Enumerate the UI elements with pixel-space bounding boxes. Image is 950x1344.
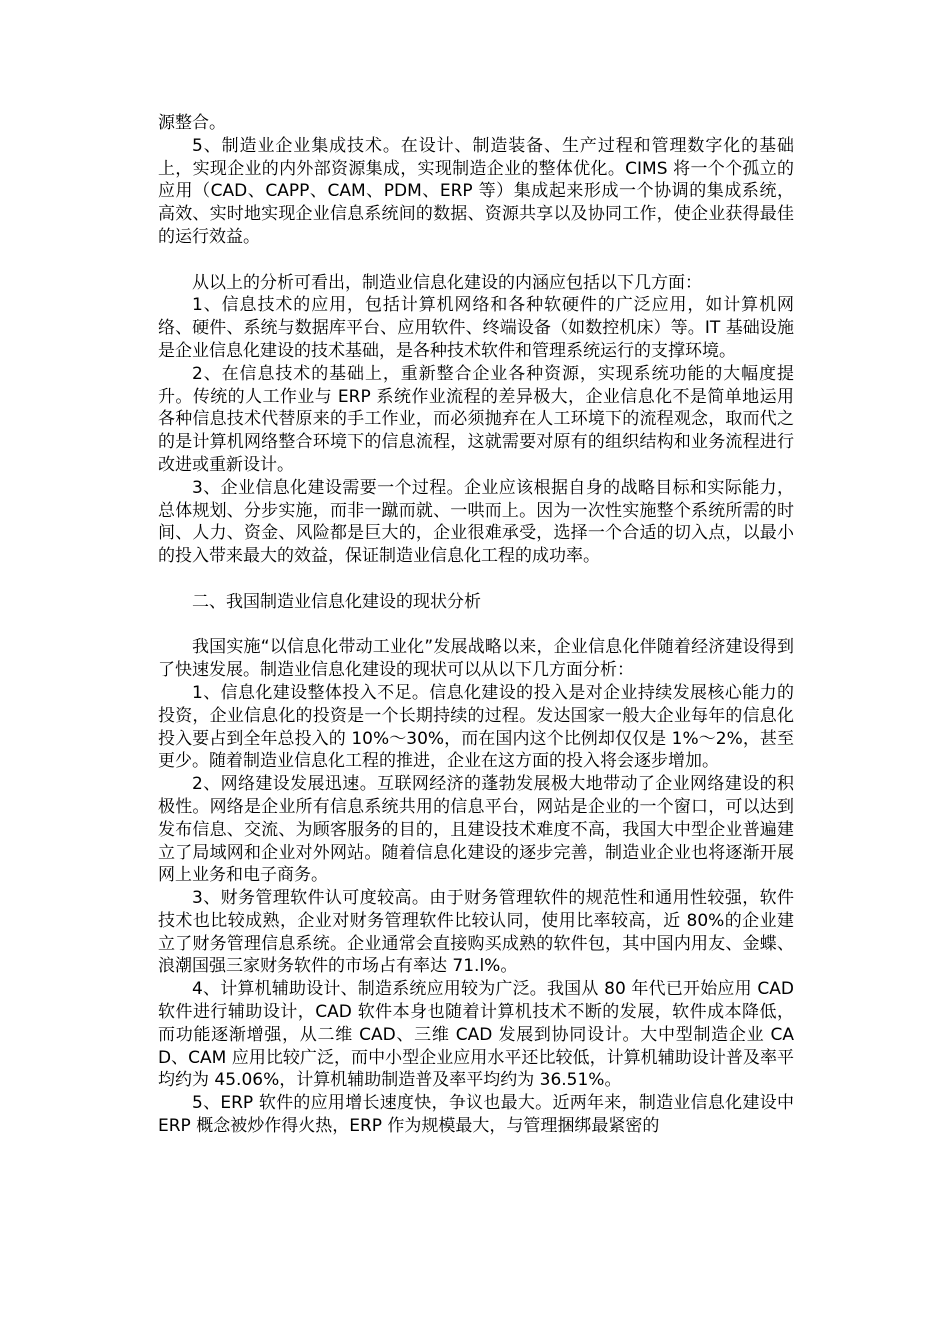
paragraph: 2、网络建设发展迅速。互联网经济的蓬勃发展极大地带动了企业网络建设的积极性。网络是企业所有信息系统共用的信息平台，网站是企业的一个窗口，可以达到发布信息、交流、为顾客服务的目的，且建设技术难度不高，我国大中型企业普遍建立了局域网和企业对外网站。随着信息化建设的逐步完善，制造业企业也将逐渐开展网上业务和电子商务。 xyxy=(158,774,794,886)
paragraph: 5、制造业企业集成技术。在设计、制造装备、生产过程和管理数字化的基础上，实现企业的内外部资源集成，实现制造企业的整体优化。CIMS 将一个个孤立的应用（CAD、CAPP、CAM、PDM、ERP 等）集成起来形成一个协调的集成系统，高效、实时地实现企业信息系统间的数据、资源共享以及协同工作，使企业获得最佳的运行效益。 xyxy=(158,135,794,247)
paragraph-spacer xyxy=(158,568,794,591)
paragraph: 3、企业信息化建设需要一个过程。企业应该根据自身的战略目标和实际能力，总体规划、分步实施，而非一蹴而就、一哄而上。因为一次性实施整个系统所需的时间、人力、资金、风险都是巨大的，企业很难承受，选择一个合适的切入点，以最小的投入带来最大的效益，保证制造业信息化工程的成功率。 xyxy=(158,477,794,567)
paragraph: 从以上的分析可看出，制造业信息化建设的内涵应包括以下几方面： xyxy=(192,272,702,293)
paragraph: 1、信息技术的应用，包括计算机网络和各种软硬件的广泛应用，如计算机网络、硬件、系统与数据库平台、应用软件、终端设备（如数控机床）等。IT 基础设施是企业信息化建设的技术基础，是各种技术软件和管理系统运行的支撑环境。 xyxy=(158,295,794,361)
paragraph-spacer xyxy=(158,249,794,272)
paragraph: 4、计算机辅助设计、制造系统应用较为广泛。我国从 80 年代已开始应用 CAD 软件进行辅助设计，CAD 软件本身也随着计算机技术不断的发展，软件成本降低，而功能逐渐增强，从二维 CAD、三维 CAD 发展到协同设计。大中型制造企业 CAD、CAM 应用比较广泛，而中小型企业应用水平还比较低，计算机辅助设计普及率平均约为 45.06%，计算机辅助制造普及率平均约为 36.51%。 xyxy=(158,979,794,1091)
document-page xyxy=(158,112,794,1138)
paragraph: 2、在信息技术的基础上，重新整合企业各种资源，实现系统功能的大幅度提升。传统的人工作业与 ERP 系统作业流程的差异极大，企业信息化不是简单地运用各种信息技术代替原来的手工作业，而必须抛弃在人工环境下的流程观念，取而代之的是计算机网络整合环境下的信息流程，这就需要对原有的组织结构和业务流程进行改进或重新设计。 xyxy=(158,363,794,475)
paragraph: 1、信息化建设整体投入不足。信息化建设的投入是对企业持续发展核心能力的投资，企业信息化的投资是一个长期持续的过程。发达国家一般大企业每年的信息化投入要占到全年总投入的 10%～30%，而在国内这个比例却仅仅是 1%～2%，甚至更少。随着制造业信息化工程的推进，企业在这方面的投入将会逐步增加。 xyxy=(158,682,794,772)
paragraph: 5、ERP 软件的应用增长速度快，争议也最大。近两年来，制造业信息化建设中 ERP 概念被炒作得火热，ERP 作为规模最大，与管理捆绑最紧密的 xyxy=(158,1093,794,1137)
paragraph: 我国实施“以信息化带动工业化”发展战略以来，企业信息化伴随着经济建设得到了快速发展。制造业信息化建设的现状可以从以下几方面分析： xyxy=(158,637,794,681)
paragraph: 3、财务管理软件认可度较高。由于财务管理软件的规范性和通用性较强，软件技术也比较成熟，企业对财务管理软件比较认同，使用比率较高，近 80%的企业建立了财务管理信息系统。企业通常会直接购买成熟的软件包，其中国内用友、金蝶、浪潮国强三家财务软件的市场占有率达 71.l%。 xyxy=(158,888,794,977)
paragraph: 源整合。 xyxy=(158,113,226,133)
paragraph: 二、我国制造业信息化建设的现状分析 xyxy=(192,591,481,612)
paragraph-spacer xyxy=(158,614,794,637)
